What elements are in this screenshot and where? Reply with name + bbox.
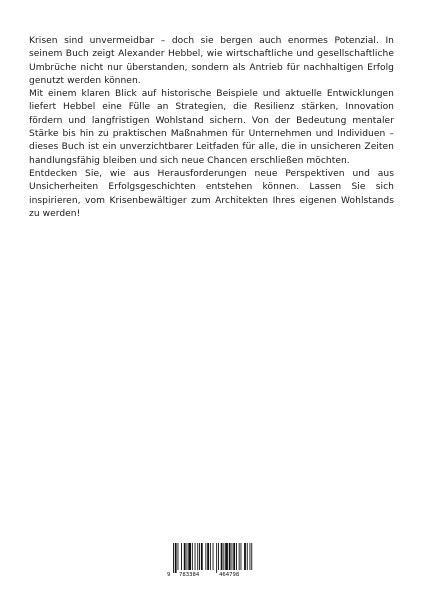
barcode-bar xyxy=(199,543,200,570)
barcode-bar xyxy=(233,543,235,570)
barcode-bar xyxy=(218,543,219,570)
barcode-bar xyxy=(178,543,179,570)
barcode-bar xyxy=(239,543,240,570)
barcode-bar xyxy=(195,543,196,570)
barcode-bar xyxy=(207,543,209,570)
barcode-bar xyxy=(205,543,206,570)
barcode-bar xyxy=(173,543,174,573)
barcode-bar xyxy=(232,543,233,570)
barcode-bar xyxy=(188,543,191,570)
barcode-bar xyxy=(192,543,193,570)
barcode-digits-left: 783384 xyxy=(179,572,200,578)
blurb-text xyxy=(29,35,394,221)
barcode-bar xyxy=(201,543,203,570)
barcode-digits-right: 464798 xyxy=(219,572,240,578)
blurb-paragraph-2: Mit einem klaren Blick auf historische Beispiele und aktuelle Entwicklungen liefert Hebbel eine Fülle an Strategien, die Resilienz stärken, Innovation fördern und langfristigen Wohlstand sichern. Von der Bedeutung mentaler Stärke bis hin zu praktischen Maßnahmen für Unternehmen und Individuen – dieses Buch ist ein unverzichtbarer Leitfaden für alle, die in unsicheren Zeiten handlungsfähig bleiben und sich neue Chancen erschließen möchten. xyxy=(29,89,394,166)
barcode-bar xyxy=(244,543,246,570)
barcode-bar xyxy=(210,543,211,570)
barcode-bar xyxy=(221,543,223,570)
barcode-bar xyxy=(250,543,251,570)
blurb-paragraph-1: Krisen sind unvermeidbar – doch sie bergen auch enormes Potenzial. In seinem Buch zeigt Alexander Hebbel, wie wirtschaftliche und gesellschaftliche Umbrüche nicht nur überstanden, sondern als Antrieb für nachhaltigen Erfolg genutzt werden können. xyxy=(29,36,394,86)
barcode-bar xyxy=(225,543,228,570)
barcode-digit-lead: 9 xyxy=(167,572,171,578)
barcode-bar xyxy=(184,543,186,570)
barcode-bar xyxy=(181,543,182,570)
barcode-bar xyxy=(216,543,217,573)
isbn-barcode xyxy=(166,541,259,584)
barcode-bar xyxy=(197,543,198,570)
barcode-bar xyxy=(251,543,252,570)
barcode-bars xyxy=(171,543,255,573)
barcode-bar xyxy=(236,543,237,570)
barcode-bar xyxy=(241,543,242,570)
blurb-paragraph-3: Entdecken Sie, wie aus Herausforderungen neue Perspektiven und aus Unsicherheiten Erfolgsgeschichten entstehen können. Lassen Sie sich inspirieren, vom Krisenbewältiger zum Architekten Ihres eigenen Wohlstands zu werden! xyxy=(29,168,394,219)
barcode-bar xyxy=(175,543,177,573)
barcode-bar xyxy=(223,543,224,570)
barcode-bar xyxy=(229,543,231,570)
barcode-bar xyxy=(247,543,248,570)
barcode-bar xyxy=(213,543,214,570)
barcode-bar xyxy=(187,543,188,570)
